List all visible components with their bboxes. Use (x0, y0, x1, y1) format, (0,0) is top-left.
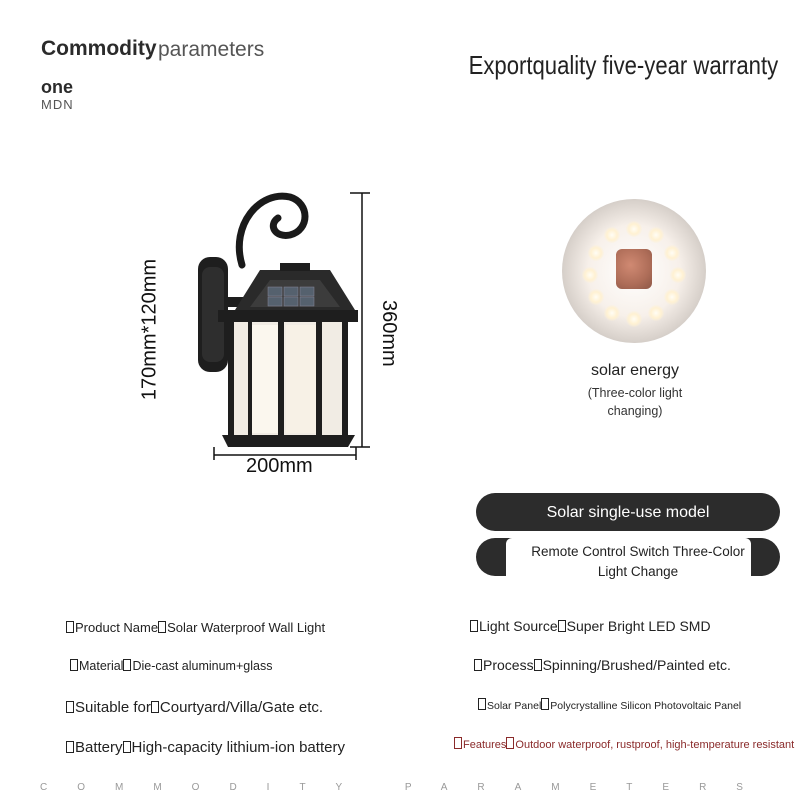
subtitle-one: one (41, 77, 74, 97)
chip-icon (616, 249, 652, 289)
led-board-image (562, 199, 706, 343)
height-dimension: 360mm (378, 300, 400, 367)
spec-material: Material Die-cast aluminum+glass (70, 659, 272, 673)
page-title-suffix: parameters (158, 38, 265, 61)
solar-note-line-2: changing) (607, 404, 663, 418)
wall-lamp-image (150, 185, 390, 485)
model-pill-solar-label: Solar single-use model (546, 504, 710, 521)
led-icon (626, 221, 642, 237)
footer-caption: COMMODITY PARAMETERS (40, 782, 773, 793)
spec-light-source: Light Source Super Bright LED SMD (470, 618, 711, 634)
spec-features: Features Outdoor waterproof, rustproof, high-temperature resistant (454, 737, 794, 751)
led-icon (588, 289, 604, 305)
spec-suitable-for: Suitable for Courtyard/Villa/Gate etc. (66, 699, 323, 716)
solar-energy-label: solar energy (590, 362, 680, 379)
led-icon (604, 227, 620, 243)
base-dimension: 170mm*120mm (138, 258, 161, 401)
remote-label-line-2: Light Change (597, 564, 679, 579)
solar-note-line-1: (Three-color light (587, 386, 683, 400)
led-icon (670, 267, 686, 283)
spec-product-name: Product Name Solar Waterproof Wall Light (66, 620, 325, 635)
spec-solar-panel: Solar Panel Polycrystalline Silicon Photovoltaic Panel (478, 698, 741, 712)
led-icon (664, 289, 680, 305)
led-icon (588, 245, 604, 261)
solar-energy-note (560, 384, 710, 420)
subtitle-mdn: MDN (41, 97, 74, 112)
spec-process: Process Spinning/Brushed/Painted etc. (474, 657, 731, 673)
model-pill-remote-label (520, 542, 756, 582)
spec-battery: Battery High-capacity lithium-ion battery (66, 739, 345, 756)
warranty-heading: Exportquality five-year warranty (468, 50, 778, 80)
width-dimension: 200mm (246, 455, 313, 477)
led-icon (626, 311, 642, 327)
remote-label-line-1: Remote Control Switch Three-Color (531, 544, 745, 559)
led-icon (664, 245, 680, 261)
page-title: Commodity (41, 37, 157, 60)
led-icon (582, 267, 598, 283)
led-icon (648, 227, 664, 243)
led-icon (604, 305, 620, 321)
led-icon (648, 305, 664, 321)
